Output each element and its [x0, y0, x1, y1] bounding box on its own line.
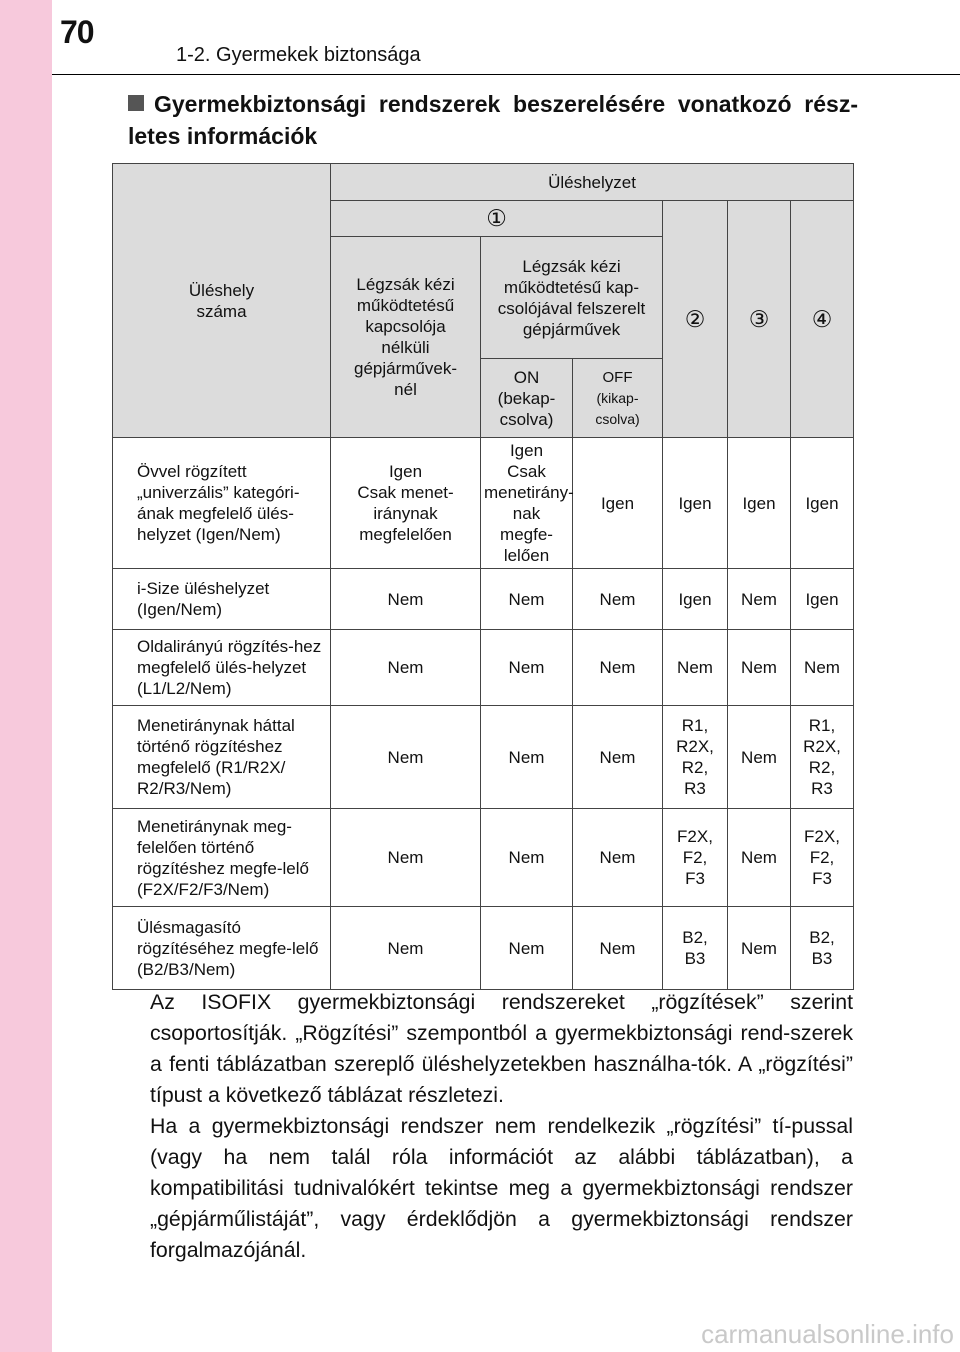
table-cell: Nem — [573, 569, 663, 630]
table-cell: Igen — [791, 569, 854, 630]
body-text — [150, 987, 853, 1266]
cell-sub: Csak menet-iránynak megfelelően — [357, 483, 454, 544]
row-label: Ülésmagasító rögzítéséhez megfe-lelő (B2/B3/Nem) — [113, 907, 331, 990]
table-row — [113, 630, 854, 706]
circled-3-icon: ③ — [728, 201, 791, 438]
row-label: Menetiránynak meg-felelően történő rögzítéshez megfe-lelő (F2X/F2/F3/Nem) — [113, 809, 331, 907]
table-cell: Nem — [573, 809, 663, 907]
table-cell: Nem — [331, 706, 481, 809]
row-label: i-Size üléshelyzet (Igen/Nem) — [113, 569, 331, 630]
table-cell: Igen — [728, 438, 791, 569]
cell-line: Igen — [388, 462, 423, 481]
paragraph-isofix: Az ISOFIX gyermekbiztonsági rendszereket „rögzítések” szerint csoportosítják. „Rögzítési” szempontból a gyermekbiztonsági rend-szerek a fenti táblázatban szereplő üléshelyzetekben használha-tók. A „rögzítési” típust a következő táblázat részletezi. — [150, 990, 853, 1107]
table-cell: F2X, F2, F3 — [791, 809, 854, 907]
section-heading — [128, 88, 858, 152]
table-cell: Nem — [331, 907, 481, 990]
seat-number-header: Üléshely száma — [113, 164, 331, 438]
table-cell: Nem — [728, 706, 791, 809]
switch-on-header: ON (bekap-csolva) — [481, 359, 573, 438]
table-cell: Nem — [481, 706, 573, 809]
table-cell — [481, 438, 573, 569]
table-cell: Nem — [728, 569, 791, 630]
table-cell: Nem — [481, 809, 573, 907]
switch-off-label: OFF — [602, 368, 633, 386]
with-switch-header: Légzsák kézi működtetésű kap-csolójával felszerelt gépjárművek — [481, 237, 663, 359]
table-cell: Nem — [573, 907, 663, 990]
table-cell: R1, R2X, R2, R3 — [791, 706, 854, 809]
paragraph-compatibility: Ha a gyermekbiztonsági rendszer nem rendelkezik „rögzítési” tí-pussal (vagy ha nem talál róla információt az alábbi táblázatban), a kompatibilitási tudnivalókért tekintse meg a gyermekbiztonsági rendszer „gépjárműlistáját”, vagy érdeklődjön a gyermekbiztonsági rendszer forgalmazójánál. — [150, 1114, 853, 1262]
table-cell: F2X, F2, F3 — [663, 809, 728, 907]
table-cell: Nem — [728, 809, 791, 907]
table-cell: Nem — [663, 630, 728, 706]
table-cell: Nem — [573, 706, 663, 809]
table-cell: Nem — [331, 569, 481, 630]
row-label: Oldalirányú rögzítés-hez megfelelő ülés-helyzet (L1/L2/Nem) — [113, 630, 331, 706]
table-cell: Nem — [791, 630, 854, 706]
table-cell: Nem — [481, 569, 573, 630]
table-cell: Nem — [728, 907, 791, 990]
cell-line: Igen — [509, 441, 544, 460]
no-switch-header: Légzsák kézi működtetésű kapcsolója nélküli gépjárművek-nél — [331, 237, 481, 438]
table-cell: Igen — [663, 569, 728, 630]
table-row — [113, 438, 854, 569]
table-row — [113, 569, 854, 630]
square-bullet-icon — [128, 95, 144, 111]
table-cell: Nem — [481, 907, 573, 990]
circled-4-icon: ④ — [791, 201, 854, 438]
circled-2-icon: ② — [663, 201, 728, 438]
table-row — [113, 907, 854, 990]
table-cell: Nem — [331, 809, 481, 907]
table-cell: Nem — [573, 630, 663, 706]
table-cell: B2, B3 — [791, 907, 854, 990]
switch-off-note: (kikap-csolva) — [595, 389, 640, 427]
heading-text: Gyermekbiztonsági rendszerek beszerelésére vonatkozó rész-letes információk — [128, 91, 858, 149]
watermark: carmanualsonline.info — [701, 1319, 954, 1349]
seating-position-table — [112, 163, 854, 990]
cell-sub: Csak menetirány-nak megfe-lelően — [484, 462, 574, 565]
table-row — [113, 809, 854, 907]
circled-1-icon: ① — [331, 201, 663, 237]
seating-position-header: Üléshelyzet — [331, 164, 854, 201]
table-cell: Nem — [331, 630, 481, 706]
page-number: 70 — [60, 14, 94, 50]
table-cell: Igen — [573, 438, 663, 569]
table-cell: Igen — [663, 438, 728, 569]
side-color-band — [0, 0, 52, 1352]
header-divider — [52, 74, 960, 75]
table-cell: R1, R2X, R2, R3 — [663, 706, 728, 809]
table-cell: Igen — [791, 438, 854, 569]
section-title: 1-2. Gyermekek biztonsága — [176, 44, 421, 66]
row-label: Menetiránynak háttal történő rögzítéshez megfelelő (R1/R2X/ R2/R3/Nem) — [113, 706, 331, 809]
row-label: Övvel rögzített „univerzális” kategóri-ának megfelelő ülés-helyzet (Igen/Nem) — [113, 438, 331, 569]
table-cell: Nem — [481, 630, 573, 706]
table-row — [113, 706, 854, 809]
table-cell — [331, 438, 481, 569]
table-cell: Nem — [728, 630, 791, 706]
table-cell: B2, B3 — [663, 907, 728, 990]
switch-off-header — [573, 359, 663, 438]
